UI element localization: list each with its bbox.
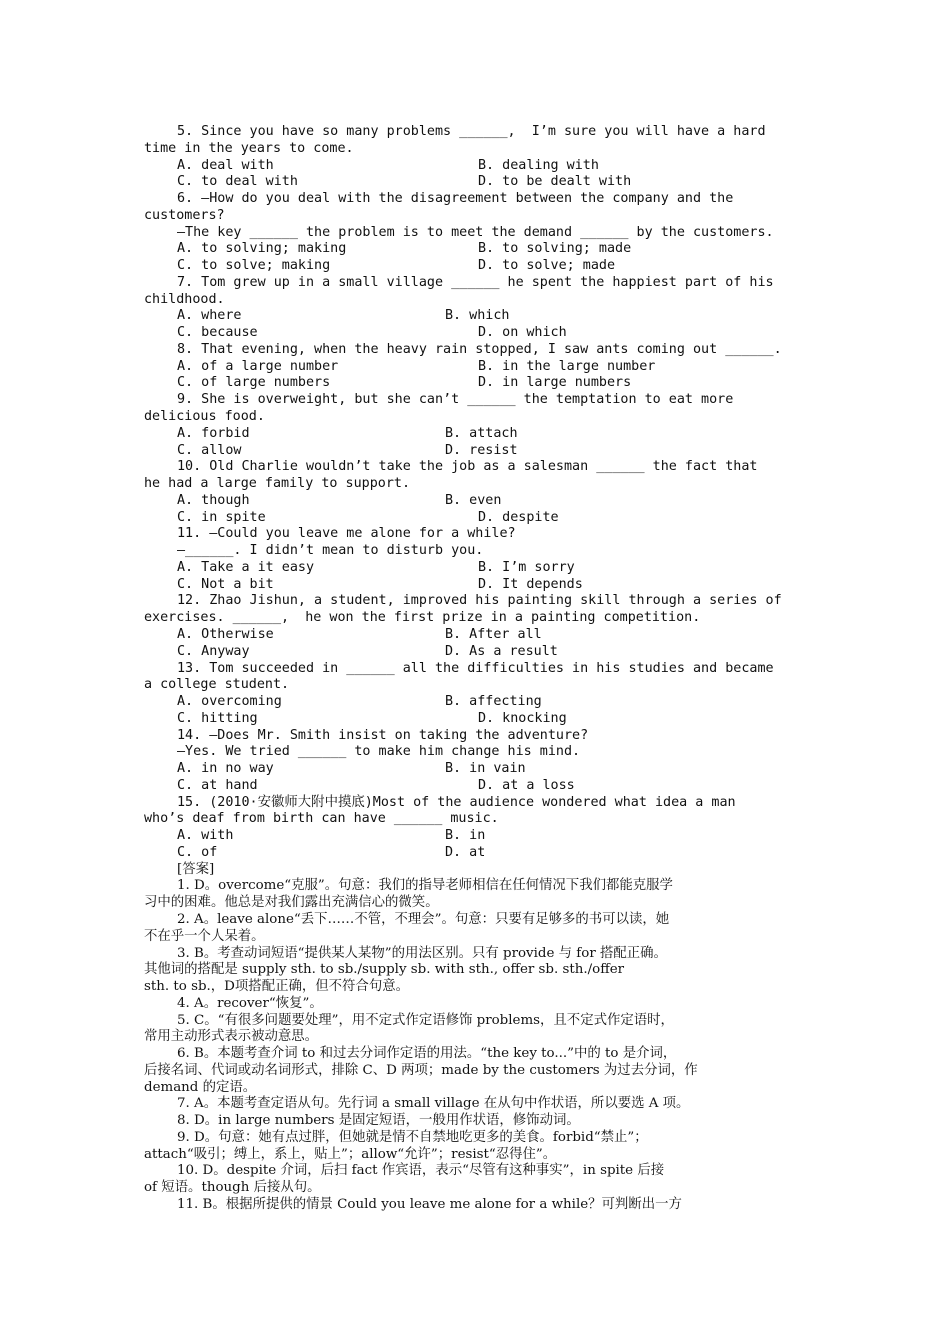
option-choice: B. which	[445, 308, 510, 324]
answer-line: of 短语。though 后接从句。	[144, 1180, 321, 1196]
option-row	[144, 627, 806, 644]
option-choice: C. of	[177, 844, 218, 860]
answer-line: 后接名词、代词或动名词形式，排除 C、D 两项；made by the customers 为过去分词，作	[144, 1062, 698, 1078]
question-line: delicious food.	[144, 409, 265, 425]
answer-line: 其他词的搭配是 supply sth. to sb./supply sb. with sth., offer sb. sth./offer	[144, 962, 625, 978]
question-line: 7. Tom grew up in a small village ______ he spent the happiest part of his	[177, 274, 774, 290]
option-row	[144, 560, 806, 577]
question-line: he had a large family to support.	[144, 476, 411, 492]
option-choice: B. in the large number	[478, 358, 656, 374]
option-choice: B. to solving; made	[478, 241, 632, 257]
option-choice: A. overcoming	[177, 694, 282, 710]
option-choice: B. dealing with	[478, 157, 599, 173]
option-choice: A. forbid	[177, 425, 250, 441]
option-choice: D. at	[445, 844, 486, 860]
option-row	[144, 711, 806, 728]
answer-line: 习中的困难。他总是对我们露出充满信心的微笑。	[144, 895, 439, 911]
option-row	[144, 158, 806, 175]
option-choice: A. of a large number	[177, 358, 339, 374]
option-choice: C. to deal with	[177, 174, 298, 190]
option-row	[144, 493, 806, 510]
option-row	[144, 375, 806, 392]
option-row	[144, 241, 806, 258]
option-choice: D. knocking	[478, 710, 567, 726]
option-choice: C. because	[177, 325, 258, 341]
option-row	[144, 510, 806, 527]
answer-line: 4. A。recover“恢复”。	[177, 995, 323, 1011]
answer-line: 2. A。leave alone“丢下……不管，不理会”。句意：只要有足够多的书可以读，她	[177, 911, 670, 927]
option-choice: D. to solve; made	[478, 258, 616, 274]
question-line: 15. (2010·安徽师大附中摸底)Most of the audience wondered what idea a man	[177, 794, 736, 810]
question-line: —Yes. We tried ______ to make him change his mind.	[177, 744, 581, 760]
question-line: time in the years to come.	[144, 140, 354, 156]
option-row	[144, 845, 806, 862]
option-choice: D. It depends	[478, 576, 583, 592]
answer-line: 3. B。考查动词短语“提供某人某物”的用法区别。只有 provide 与 for 搭配正确。	[177, 945, 667, 961]
answer-line: sth. to sb.，D项搭配正确，但不符合句意。	[144, 979, 409, 995]
option-row	[144, 644, 806, 661]
answer-line: 不在乎一个人呆着。	[144, 928, 265, 944]
option-choice: B. in	[445, 828, 486, 844]
question-line: 5. Since you have so many problems ______, I’m sure you will have a hard	[177, 124, 766, 139]
option-choice: B. I’m sorry	[478, 559, 575, 575]
option-choice: C. Anyway	[177, 643, 250, 659]
option-choice: B. affecting	[445, 694, 542, 710]
answer-line: 7. A。本题考查定语从句。先行词 a small village 在从句中作状语，所以要选 A 项。	[177, 1096, 690, 1112]
answer-line: 8. D。in large numbers 是固定短语，一般用作状语，修饰动词。	[177, 1113, 580, 1129]
option-row	[144, 694, 806, 711]
question-line: 6. —How do you deal with the disagreement between the company and the	[177, 191, 734, 207]
option-row	[144, 828, 806, 845]
question-line: 14. —Does Mr. Smith insist on taking the adventure?	[177, 727, 589, 743]
option-choice: C. allow	[177, 442, 242, 458]
option-choice: A. though	[177, 492, 250, 508]
option-choice: D. at a loss	[478, 777, 575, 793]
option-choice: A. where	[177, 308, 242, 324]
option-choice: B. attach	[445, 425, 518, 441]
option-choice: A. to solving; making	[177, 241, 347, 257]
option-row	[144, 325, 806, 342]
answer-line: 1. D。overcome“克服”。句意：我们的指导老师相信在任何情况下我们都能克服学	[177, 878, 673, 894]
option-choice: A. in no way	[177, 761, 274, 777]
option-choice: D. on which	[478, 325, 567, 341]
question-line: childhood.	[144, 291, 225, 307]
answer-line: demand 的定语。	[144, 1079, 257, 1095]
option-choice: D. despite	[478, 509, 559, 525]
answer-line: attach“吸引；缚上，系上，贴上”；allow“允许”；resist“忍得住”。	[144, 1146, 557, 1162]
question-line: 8. That evening, when the heavy rain stopped, I saw ants coming out ______.	[177, 341, 782, 357]
option-choice: D. in large numbers	[478, 375, 632, 391]
document-body	[144, 124, 806, 1214]
option-row	[144, 778, 806, 795]
answer-line: 10. D。despite 介词，后扫 fact 作宾语，表示“尽管有这种事实”，in spite 后接	[177, 1163, 665, 1179]
option-row	[144, 577, 806, 594]
question-line: —______. I didn’t mean to disturb you.	[177, 543, 484, 559]
option-row	[144, 258, 806, 275]
answer-line: 9. D。句意：她有点过胖，但她就是情不自禁地吃更多的美食。forbid“禁止”；	[177, 1129, 648, 1145]
question-line: who’s deaf from birth can have ______ music.	[144, 811, 499, 827]
option-row	[144, 308, 806, 325]
question-line: 13. Tom succeeded in ______ all the difficulties in his studies and became	[177, 660, 774, 676]
option-choice: D. resist	[445, 442, 518, 458]
question-line: 9. She is overweight, but she can’t ______ the temptation to eat more	[177, 392, 734, 408]
option-choice: D. to be dealt with	[478, 174, 632, 190]
option-row	[144, 174, 806, 191]
option-choice: B. After all	[445, 626, 542, 642]
option-choice: A. deal with	[177, 157, 274, 173]
question-line: customers?	[144, 207, 225, 223]
question-line: 11. —Could you leave me alone for a while?	[177, 526, 516, 542]
option-row	[144, 426, 806, 443]
option-choice: C. at hand	[177, 777, 258, 793]
option-choice: D. As a result	[445, 643, 558, 659]
option-choice: C. hitting	[177, 710, 258, 726]
answer-line: 5. C。“有很多问题要处理”，用不定式作定语修饰 problems，且不定式作定语时，	[177, 1012, 674, 1028]
option-choice: C. of large numbers	[177, 375, 331, 391]
option-choice: C. to solve; making	[177, 258, 331, 274]
option-row	[144, 443, 806, 460]
answer-line: 常用主动形式表示被动意思。	[144, 1029, 319, 1045]
option-choice: A. Take a it easy	[177, 559, 315, 575]
answer-line: 11. B。根据所提供的情景 Could you leave me alone for a while？可判断出一方	[177, 1197, 682, 1212]
option-choice: C. Not a bit	[177, 576, 274, 592]
option-choice: B. even	[445, 492, 502, 508]
option-row	[144, 761, 806, 778]
option-row	[144, 359, 806, 376]
option-choice: A. with	[177, 828, 234, 844]
question-line: a college student.	[144, 677, 290, 693]
option-choice: B. in vain	[445, 761, 526, 777]
option-choice: A. Otherwise	[177, 626, 274, 642]
answers-heading: [答案]	[177, 861, 215, 877]
question-line: —The key ______ the problem is to meet the demand ______ by the customers.	[177, 224, 774, 240]
question-line: 10. Old Charlie wouldn’t take the job as a salesman ______ the fact that	[177, 459, 758, 475]
question-line: 12. Zhao Jishun, a student, improved his painting skill through a series of	[177, 593, 782, 609]
answer-line: 6. B。本题考查介词 to 和过去分词作定语的用法。“the key to...”中的 to 是介词，	[177, 1046, 677, 1062]
question-line: exercises. ______, he won the first prize in a painting competition.	[144, 610, 701, 626]
option-choice: C. in spite	[177, 509, 266, 525]
